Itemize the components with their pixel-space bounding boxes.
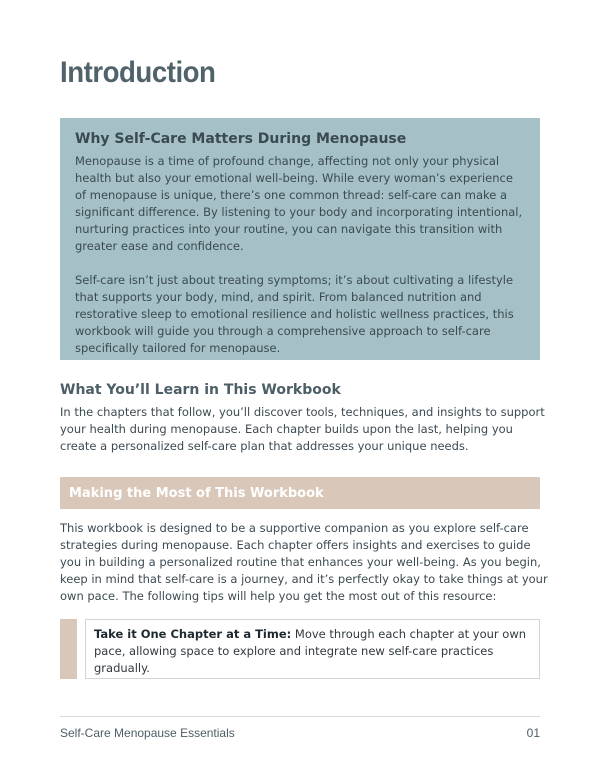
why-self-care-heading: Why Self-Care Matters During Menopause [75,131,407,147]
footer-title: Self-Care Menopause Essentials [60,726,235,740]
why-self-care-paragraph-2: Self-care isn’t just about treating symptoms; it’s about cultivating a lifestyle that supports your body, mind, and spirit. From balanced nutrition and restorative sleep to emotional resilience and holistic wellness practices, this workbook will guide you through a comprehensive approach to self-care specifically tailored for menopause. [75,273,514,355]
tip-accent-bar [60,619,77,679]
why-self-care-paragraph-1: Menopause is a time of profound change, affecting not only your physical health but also your emotional well-being. While every woman’s experience of menopause is unique, there’s one common thread: self-care can make a significant difference. By listening to your body and incorporating intentional, nurturing practices into your routine, you can navigate this transition with greater ease and confidence. [75,154,523,253]
why-self-care-callout [60,118,540,360]
page-title: Introduction [60,56,216,89]
making-most-banner [60,477,540,509]
making-most-heading: Making the Most of This Workbook [69,485,324,501]
tip-text: Move through each chapter at your own pace, allowing space to explore and integrate new self-care practices gradually. [94,627,527,675]
tip-title: Take it One Chapter at a Time: [94,627,292,641]
learn-section-body: In the chapters that follow, you’ll discover tools, techniques, and insights to support your health during menopause. Each chapter builds upon the last, helping you create a personalized self-care plan that addresses your unique needs. [60,405,545,453]
footer-page-number: 01 [526,726,540,740]
learn-section-heading: What You’ll Learn in This Workbook [60,382,341,398]
footer-divider [60,716,540,717]
tip-box [85,619,540,679]
making-most-body: This workbook is designed to be a supportive companion as you explore self-care strategies during menopause. Each chapter offers insights and exercises to guide you in building a personalized routine that enhances your well-being. As you begin, keep in mind that self-care is a journey, and it’s perfectly okay to take things at your own pace. The following tips will help you get the most out of this resource: [60,521,548,603]
